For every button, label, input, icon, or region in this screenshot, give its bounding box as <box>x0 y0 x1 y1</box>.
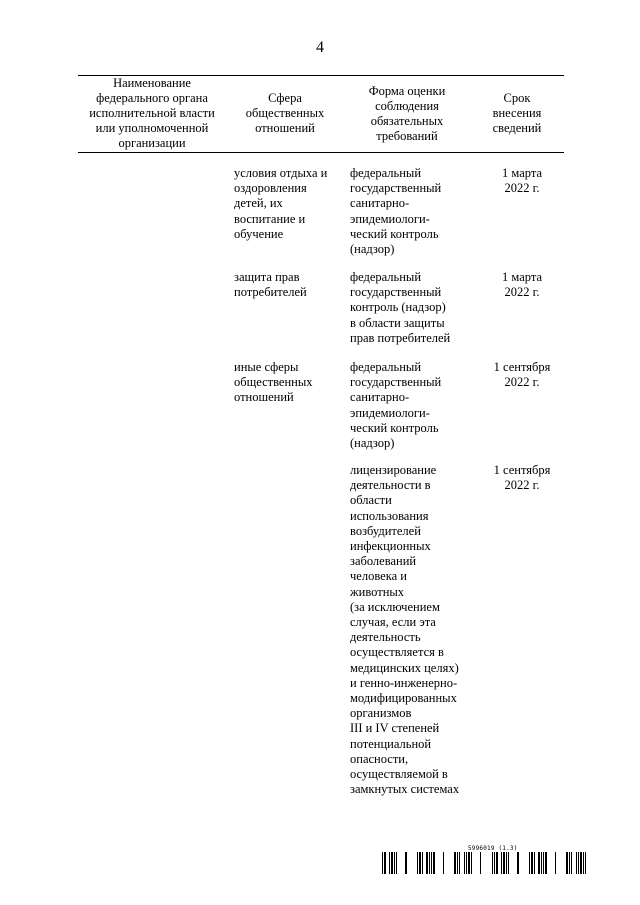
column-header-authority <box>78 75 226 152</box>
barcode-icon <box>382 852 588 874</box>
barcode-bar <box>508 852 509 874</box>
barcode-bar <box>545 852 547 874</box>
barcode-bar <box>506 852 507 874</box>
barcode-bar <box>517 852 519 874</box>
barcode-bar <box>501 852 502 874</box>
assessment-form-cell: федеральный государственный санитарно- эпидемиологи- ческий контроль (надзор) <box>350 166 442 257</box>
table-header-rule <box>78 152 564 153</box>
barcode-bar <box>464 852 465 874</box>
column-header-deadline <box>470 75 564 152</box>
barcode-bar <box>459 852 460 874</box>
column-header-deadline-text: Срок внесения сведений <box>492 91 542 135</box>
barcode-bar <box>576 852 577 874</box>
barcode-bar <box>384 852 386 874</box>
barcode-bar <box>543 852 544 874</box>
assessment-form-cell: федеральный государственный санитарно- эпидемиологи- ческий контроль (надзор) <box>350 360 442 451</box>
barcode-bar <box>529 852 530 874</box>
barcode-bar <box>492 852 493 874</box>
barcode-bar <box>457 852 458 874</box>
sphere-cell: условия отдыха и оздоровления детей, их воспитание и обучение <box>234 166 328 241</box>
assessment-form-cell: федеральный государственный контроль (надзор) в области защиты прав потребителей <box>350 270 451 345</box>
barcode-bar <box>503 852 505 874</box>
barcode-bar <box>555 852 556 874</box>
document-barcode <box>382 845 588 874</box>
deadline-cell: 1 сентября 2022 г. <box>493 360 551 390</box>
barcode-bar <box>389 852 390 874</box>
barcode-bar <box>583 852 584 874</box>
barcode-label: 5996019 (1.3) <box>468 845 518 852</box>
barcode-bar <box>496 852 498 874</box>
barcode-bar <box>566 852 568 874</box>
column-header-sphere-text: Сфера общественных отношений <box>245 91 325 135</box>
sphere-cell: иные сферы общественных отношений <box>234 360 313 405</box>
column-header-assessment-form <box>344 75 470 152</box>
barcode-bar <box>405 852 407 874</box>
barcode-bar <box>391 852 393 874</box>
barcode-bar <box>571 852 572 874</box>
deadline-cell: 1 сентября 2022 г. <box>493 463 551 493</box>
barcode-bar <box>531 852 533 874</box>
barcode-bar <box>569 852 570 874</box>
barcode-bar <box>422 852 423 874</box>
sphere-cell: защита прав потребителей <box>234 270 307 300</box>
barcode-bar <box>468 852 470 874</box>
barcode-bar <box>396 852 397 874</box>
barcode-bar <box>538 852 540 874</box>
barcode-bar <box>494 852 495 874</box>
barcode-bar <box>578 852 579 874</box>
barcode-bar <box>429 852 430 874</box>
barcode-bar <box>466 852 467 874</box>
barcode-bar <box>431 852 432 874</box>
barcode-bar <box>417 852 418 874</box>
barcode-bar <box>426 852 428 874</box>
barcode-bar <box>382 852 383 874</box>
deadline-cell: 1 марта 2022 г. <box>502 270 542 300</box>
assessment-form-cell: лицензирование деятельности в области использования возбудителей инфекционных заболеваний человека и животных (за исключением случая, если эта деятельность осуществляется в медицинских целях) и генно-инженерно- модифицированных организмов III и IV степеней потенциальной опасности, осуществляемой в замкнутых системах <box>350 463 460 797</box>
barcode-bar <box>541 852 542 874</box>
barcode-bar <box>534 852 535 874</box>
barcode-bar <box>580 852 582 874</box>
column-header-authority-text: Наименование федерального органа исполнительной власти или уполномоченной организации <box>89 76 215 150</box>
page-number: 4 <box>316 39 324 56</box>
column-header-sphere <box>226 75 344 152</box>
barcode-bar <box>480 852 481 874</box>
column-header-assessment-form-text: Форма оценки соблюдения обязательных требований <box>368 83 446 143</box>
barcode-bar <box>394 852 395 874</box>
barcode-bar <box>454 852 456 874</box>
barcode-bar <box>585 852 586 874</box>
barcode-bar <box>419 852 421 874</box>
deadline-cell: 1 марта 2022 г. <box>502 166 542 196</box>
barcode-bar <box>433 852 435 874</box>
barcode-bar <box>443 852 444 874</box>
barcode-bar <box>471 852 472 874</box>
